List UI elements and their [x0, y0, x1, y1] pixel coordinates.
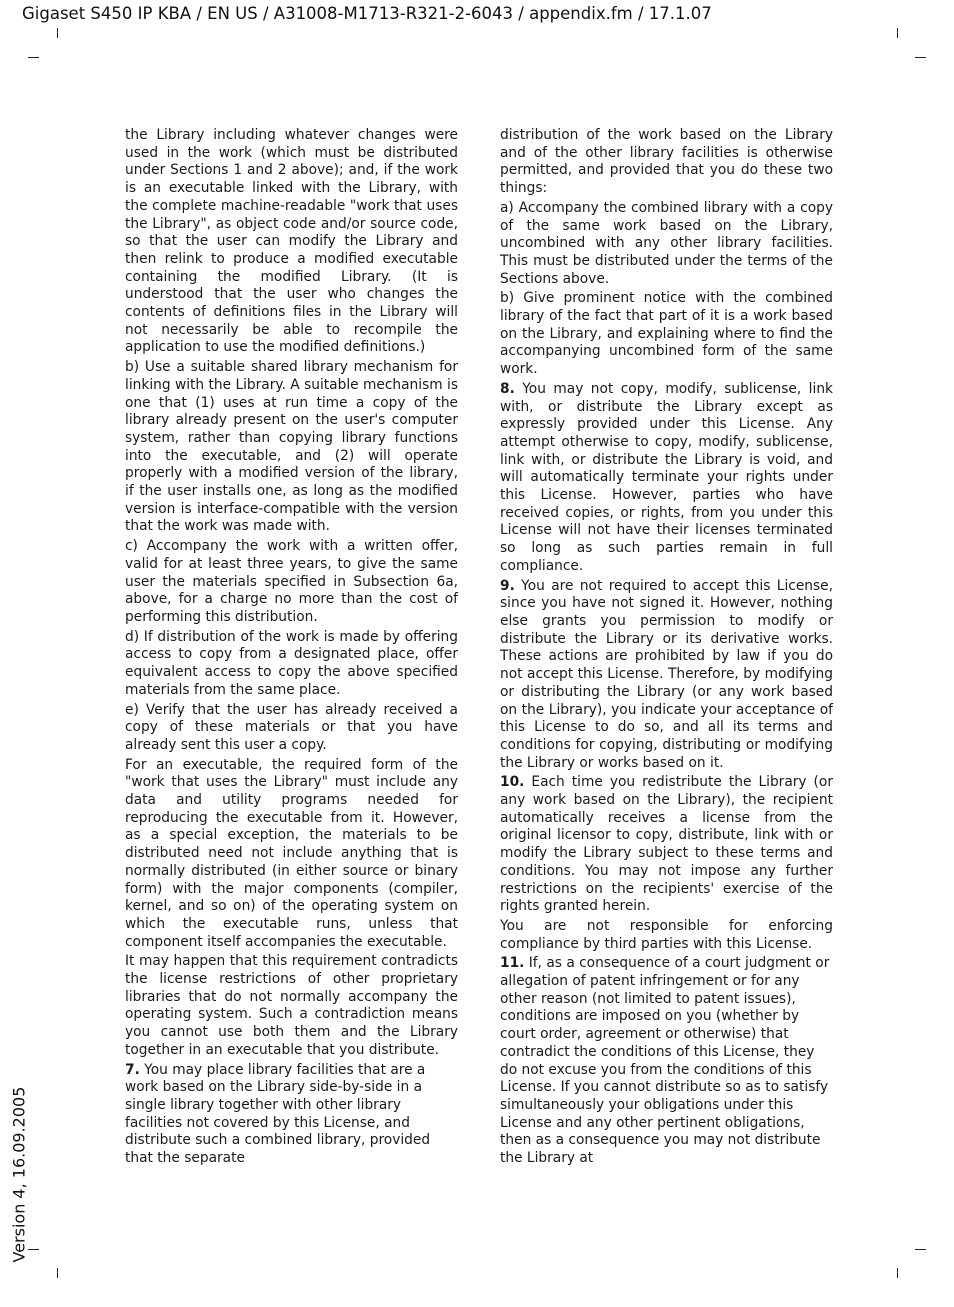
paragraph: [125, 757, 458, 952]
right-text-column: [500, 127, 833, 1170]
paragraph-text: You are not required to accept this License, since you have not signed it. However, nothing else grants you permission to modify or distribute the Library or its derivative works. These actions are prohibited by law if you do not accept this License. Therefore, by modifying or distributing the Library (or any work based on the Library), you indicate your acceptance of this License to do so, and all its terms and conditions for copying, distributing or modifying the Library or works based on it.: [500, 577, 833, 771]
paragraph-text: For an executable, the required form of the "work that uses the Library" must include any data and utility programs needed for reproducing the executable from it. However, as a special exception, the materials to be distributed need not include anything that is normally distributed (in either source or binary form) with the major components (compiler, kernel, and so on) of the operating system on which the executable runs, unless that component itself accompanies the executable.: [125, 756, 458, 950]
crop-mark-bottom-right-v: [897, 1268, 898, 1278]
paragraph: [500, 290, 833, 379]
section-number: 7.: [125, 1061, 140, 1078]
crop-mark-bottom-left-v: [57, 1268, 58, 1278]
section-number: 8.: [500, 380, 515, 397]
paragraph: [500, 774, 833, 916]
paragraph-text: You are not responsible for enforcing compliance by third parties with this License.: [500, 917, 833, 952]
crop-mark-top-right-v: [897, 28, 898, 38]
crop-mark-bottom-right-h: [915, 1249, 926, 1250]
crop-mark-bottom-left-h: [28, 1249, 39, 1250]
paragraph-text: You may place library facilities that are a work based on the Library side-by-side in a single library together with other library facilities not covered by this License, and distribute such a combined library, provided that the separate: [125, 1061, 431, 1167]
paragraph-text: b) Use a suitable shared library mechanism for linking with the Library. A suitable mechanism is one that (1) uses at run time a copy of the library already present on the user's computer system, rather than copying library functions into the executable, and (2) will operate properly with a modified version of the library, if the user installs one, as long as the modified version is interface-compatible with the version that the work was made with.: [125, 359, 458, 535]
paragraph-text: distribution of the work based on the Library and of the other library facilities is otherwise permitted, and provided that you do these two things:: [500, 127, 833, 197]
paragraph-text: e) Verify that the user has already received a copy of these materials or that you have already sent this user a copy.: [125, 701, 458, 753]
paragraph: [125, 127, 458, 357]
paragraph: [125, 702, 458, 755]
section-number: 10.: [500, 774, 525, 791]
crop-mark-top-left-h: [28, 57, 39, 58]
paragraph-text: If, as a consequence of a court judgment or allegation of patent infringement or for any other reason (not limited to patent issues), conditions are imposed on you (whether by court order, agreement or otherwise) that contradict the conditions of this License, they do not excuse you from the conditions of this License. If you cannot distribute so as to satisfy simultaneously your obligations under this License and any other pertinent obligations, then as a consequence you may not distribute the Library at: [500, 955, 830, 1167]
paragraph-text: It may happen that this requirement contradicts the license restrictions of other proprietary libraries that do not normally accompany the operating system. Such a contradiction means you cannot use both them and the Library together in an executable that you distribute.: [125, 953, 458, 1058]
crop-mark-top-left-v: [57, 28, 58, 38]
paragraph: [125, 359, 458, 536]
paragraph-text: b) Give prominent notice with the combined library of the fact that part of it is a work based on the Library, and explaining where to find the accompanying uncombined form of the same work.: [500, 290, 833, 378]
left-text-column: [125, 127, 458, 1170]
paragraph: [500, 381, 833, 576]
paragraph-text: c) Accompany the work with a written offer, valid for at least three years, to give the same user the materials specified in Subsection 6a, above, for a charge no more than the cost of performing this distribution.: [125, 538, 458, 625]
paragraph-text: d) If distribution of the work is made by offering access to copy from a designated place, offer equivalent access to copy the above specified materials from the same place.: [125, 628, 458, 698]
paragraph: [125, 538, 458, 627]
section-number: 11.: [500, 955, 525, 972]
paragraph: [500, 955, 833, 1167]
paragraph-text: Each time you redistribute the Library (or any work based on the Library), the recipient automatically receives a license from the original licensor to copy, distribute, link with or modify the Library subject to these terms and conditions. You may not impose any further restrictions on the recipients' exercise of the rights granted herein.: [500, 774, 833, 915]
paragraph-text: a) Accompany the combined library with a copy of the same work based on the Library, uncombined with any other library facilities. This must be distributed under the terms of the Sections above.: [500, 199, 833, 287]
crop-mark-top-right-h: [915, 57, 926, 58]
paragraph: [500, 918, 833, 953]
paragraph: [125, 629, 458, 700]
version-label: Version 4, 16.09.2005: [9, 1086, 29, 1263]
page-header: Gigaset S450 IP KBA / EN US / A31008-M1713-R321-2-6043 / appendix.fm / 17.1.07: [22, 4, 712, 23]
paragraph: [500, 578, 833, 773]
paragraph: [125, 953, 458, 1059]
paragraph: [500, 200, 833, 289]
paragraph: [500, 127, 833, 198]
paragraph-text: You may not copy, modify, sublicense, link with, or distribute the Library except as expressly provided under this License. Any attempt otherwise to copy, modify, sublicense, link with, or distribute the Library is void, and will automatically terminate your rights under this License. However, parties who have received copies, or rights, from you under this License will not have their licenses terminated so long as such parties remain in full compliance.: [500, 380, 833, 574]
paragraph-text: the Library including whatever changes were used in the work (which must be distributed under Sections 1 and 2 above); and, if the work is an executable linked with the Library, with the complete machine-readable "work that uses the Library", as object code and/or source code, so that the user can modify the Library and then relink to produce a modified executable containing the modified Library. (It is understood that the user who changes the contents of definitions files in the Library will not necessarily be able to recompile the application to use the modified definitions.): [125, 127, 458, 356]
paragraph: [125, 1062, 458, 1168]
section-number: 9.: [500, 577, 515, 594]
